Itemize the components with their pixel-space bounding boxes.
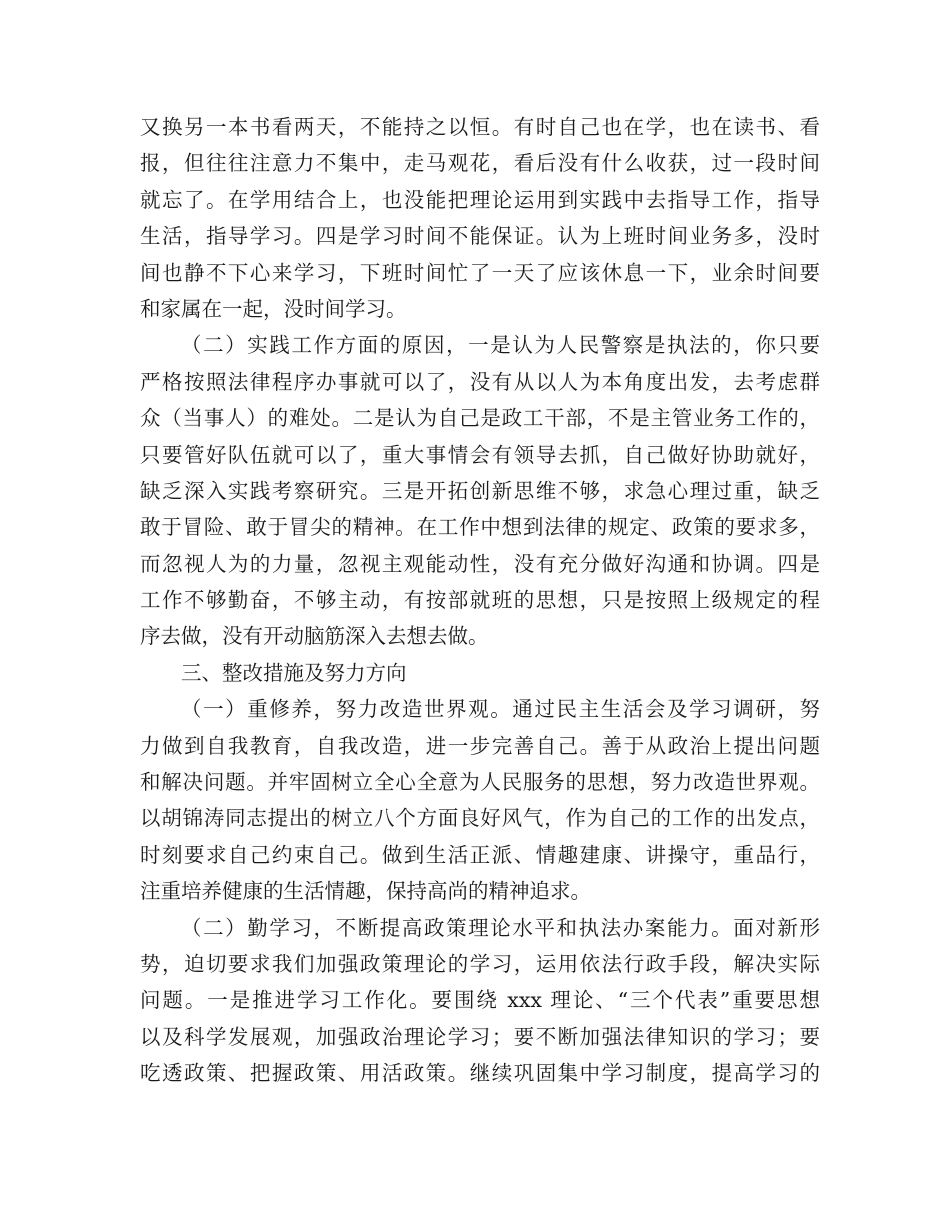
text-line: 三、整改措施及努力方向 <box>181 660 407 685</box>
text-line: （二）实践工作方面的原因，一是认为人民警察是执法的，你只要 <box>181 333 820 358</box>
text-line: 工作不够勤奋，不够主动，有按部就班的思想，只是按照上级规定的程 <box>140 588 820 613</box>
text-line: 众（当事人）的难处。二是认为自己是政工干部，不是主管业务工作的， <box>140 406 820 431</box>
text-line: 问题。一是推进学习工作化。要围绕 xxx 理论、“三个代表”重要思想 <box>140 988 820 1013</box>
text-line: 敢于冒险、敢于冒尖的精神。在工作中想到法律的规定、政策的要求多， <box>140 515 820 540</box>
text-line: 间也静不下心来学习，下班时间忙了一天了应该休息一下，业余时间要 <box>140 260 820 285</box>
text-line: 力做到自我教育，自我改造，进一步完善自己。善于从政治上提出问题 <box>140 733 820 758</box>
text-line: 又换另一本书看两天，不能持之以恒。有时自己也在学，也在读书、看 <box>140 115 820 139</box>
text-line: （一）重修养，努力改造世界观。通过民主生活会及学习调研，努 <box>181 697 820 722</box>
document-body <box>140 109 820 1092</box>
text-line: 报，但往往注意力不集中，走马观花，看后没有什么收获，过一段时间 <box>140 151 820 176</box>
text-line: 时刻要求自己约束自己。做到生活正派、情趣建康、讲操守，重品行， <box>140 842 820 867</box>
text-line: 势，迫切要求我们加强政策理论的学习，运用依法行政手段，解决实际 <box>140 951 820 976</box>
text-line: 而忽视人为的力量，忽视主观能动性，没有充分做好沟通和协调。四是 <box>140 551 820 576</box>
text-line: 就忘了。在学用结合上，也没能把理论运用到实践中去指导工作，指导 <box>140 187 820 212</box>
text-line: 以胡锦涛同志提出的树立八个方面良好风气，作为自己的工作的出发点， <box>140 806 820 831</box>
text-line: 吃透政策、把握政策、用活政策。继续巩固集中学习制度，提高学习的 <box>140 1061 820 1086</box>
text-line: 以及科学发展观，加强政治理论学习；要不断加强法律知识的学习；要 <box>140 1024 820 1049</box>
text-line: 注重培养健康的生活情趣，保持高尚的精神追求。 <box>140 879 591 904</box>
text-line: 和家属在一起，没时间学习。 <box>140 296 407 321</box>
text-line: 和解决问题。并牢固树立全心全意为人民服务的思想，努力改造世界观。 <box>140 770 820 795</box>
text-line: 缺乏深入实践考察研究。三是开拓创新思维不够，求急心理过重，缺乏 <box>140 478 820 503</box>
text-line: 只要管好队伍就可以了，重大事情会有领导去抓，自己做好协助就好， <box>140 442 820 467</box>
text-line: 生活，指导学习。四是学习时间不能保证。认为上班时间业务多，没时 <box>140 224 820 249</box>
text-line: 严格按照法律程序办事就可以了，没有从以人为本角度出发，去考虑群 <box>140 369 820 394</box>
text-line: （二）勤学习，不断提高政策理论水平和执法办案能力。面对新形 <box>181 915 820 940</box>
text-line: 序去做，没有开动脑筋深入去想去做。 <box>140 624 489 649</box>
